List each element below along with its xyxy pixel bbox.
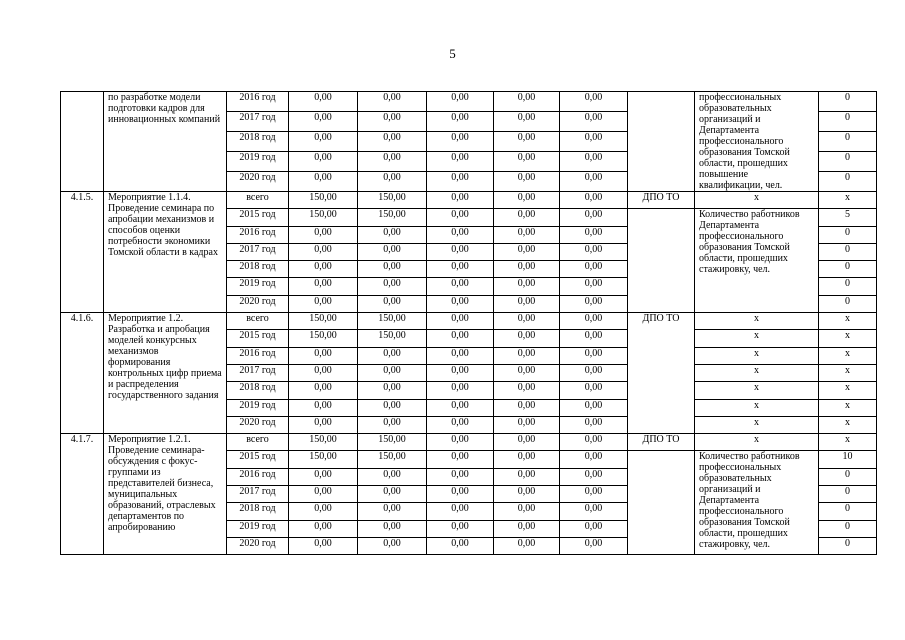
period-cell: всего (227, 313, 289, 330)
amount-cell: 0,00 (289, 261, 358, 278)
amount-cell: 0,00 (427, 434, 494, 451)
amount-cell: 0,00 (494, 226, 560, 243)
amount-cell: 0,00 (560, 330, 628, 347)
period-cell: 2018 год (227, 382, 289, 399)
indicator-value: 0 (819, 92, 877, 112)
amount-cell: 150,00 (289, 313, 358, 330)
activity-description: Мероприятие 1.2.1. Проведение семинара-обсуждения с фокус-группами из представителей бизнеса, муниципальных образований, отраслевых департаментов по апробированию (104, 434, 227, 555)
amount-cell: 0,00 (358, 261, 427, 278)
amount-cell: 0,00 (494, 451, 560, 468)
activity-number: 4.1.5. (61, 192, 104, 313)
amount-cell: 0,00 (494, 261, 560, 278)
executor-cell: ДПО ТО (628, 313, 695, 434)
amount-cell: 0,00 (289, 416, 358, 433)
indicator-value: 0 (819, 278, 877, 295)
indicator-value: x (819, 434, 877, 451)
amount-cell: 0,00 (560, 278, 628, 295)
amount-cell: 0,00 (427, 503, 494, 520)
amount-cell: 0,00 (289, 503, 358, 520)
amount-cell: 0,00 (560, 226, 628, 243)
amount-cell: 0,00 (427, 92, 494, 112)
amount-cell: 0,00 (494, 520, 560, 537)
indicator-cell: x (695, 399, 819, 416)
activity-number (61, 92, 104, 192)
amount-cell: 0,00 (358, 486, 427, 503)
amount-cell: 0,00 (289, 295, 358, 312)
amount-cell: 0,00 (358, 416, 427, 433)
amount-cell: 0,00 (494, 382, 560, 399)
amount-cell: 0,00 (427, 209, 494, 226)
amount-cell: 150,00 (358, 192, 427, 209)
indicator-value: 5 (819, 209, 877, 226)
amount-cell: 0,00 (560, 172, 628, 192)
indicator-value: 0 (819, 112, 877, 132)
amount-cell: 0,00 (289, 226, 358, 243)
amount-cell: 0,00 (289, 520, 358, 537)
amount-cell: 0,00 (427, 172, 494, 192)
amount-cell: 0,00 (560, 209, 628, 226)
program-activities-table (60, 91, 877, 555)
amount-cell: 0,00 (494, 132, 560, 152)
period-cell: 2016 год (227, 226, 289, 243)
indicator-value: 0 (819, 152, 877, 172)
amount-cell: 150,00 (358, 451, 427, 468)
amount-cell: 0,00 (560, 399, 628, 416)
amount-cell: 0,00 (358, 278, 427, 295)
amount-cell: 0,00 (494, 503, 560, 520)
amount-cell: 0,00 (427, 243, 494, 260)
amount-cell: 150,00 (289, 434, 358, 451)
indicator-value: x (819, 347, 877, 364)
indicator-value: x (819, 313, 877, 330)
amount-cell: 0,00 (494, 330, 560, 347)
amount-cell: 0,00 (560, 192, 628, 209)
indicator-cell: x (695, 434, 819, 451)
activity-description: Мероприятие 1.2. Разработка и апробация моделей конкурсных механизмов формирования контрольных цифр приема и распределения государственного задания (104, 313, 227, 434)
period-cell: 2018 год (227, 261, 289, 278)
amount-cell: 0,00 (560, 112, 628, 132)
amount-cell: 0,00 (494, 92, 560, 112)
indicator-cell: x (695, 313, 819, 330)
amount-cell: 0,00 (358, 172, 427, 192)
period-cell: 2016 год (227, 92, 289, 112)
amount-cell: 150,00 (358, 330, 427, 347)
amount-cell: 0,00 (358, 347, 427, 364)
amount-cell: 0,00 (560, 486, 628, 503)
activity-description: Мероприятие 1.1.4. Проведение семинара по апробации механизмов и способов оценки потребности экономики Томской области в кадрах (104, 192, 227, 313)
amount-cell: 0,00 (289, 243, 358, 260)
amount-cell: 0,00 (358, 152, 427, 172)
period-cell: 2019 год (227, 152, 289, 172)
indicator-value: 0 (819, 226, 877, 243)
indicator-value: x (819, 382, 877, 399)
amount-cell: 0,00 (358, 132, 427, 152)
activity-description: по разработке модели подготовки кадров для инновационных компаний (104, 92, 227, 192)
amount-cell: 0,00 (427, 486, 494, 503)
amount-cell: 0,00 (494, 152, 560, 172)
amount-cell: 0,00 (358, 92, 427, 112)
indicator-cell: x (695, 192, 819, 209)
executor-cell: ДПО ТО (628, 434, 695, 451)
amount-cell: 0,00 (427, 451, 494, 468)
amount-cell: 0,00 (289, 92, 358, 112)
indicator-value: 0 (819, 520, 877, 537)
amount-cell: 0,00 (494, 243, 560, 260)
amount-cell: 0,00 (560, 451, 628, 468)
period-cell: 2017 год (227, 486, 289, 503)
indicator-value: x (819, 416, 877, 433)
table-row (61, 192, 877, 209)
activity-number: 4.1.7. (61, 434, 104, 555)
indicator-name: Количество работников профессиональных образовательных организаций и Департамента профессионального образования Томской области, прошедших стажировку, чел. (695, 451, 819, 555)
amount-cell: 150,00 (289, 192, 358, 209)
period-cell: 2015 год (227, 451, 289, 468)
amount-cell: 0,00 (427, 226, 494, 243)
period-cell: 2018 год (227, 132, 289, 152)
amount-cell: 0,00 (494, 209, 560, 226)
table-row (61, 434, 877, 451)
amount-cell: 0,00 (427, 347, 494, 364)
amount-cell: 0,00 (427, 278, 494, 295)
indicator-value: 0 (819, 295, 877, 312)
amount-cell: 150,00 (289, 451, 358, 468)
period-cell: 2020 год (227, 416, 289, 433)
amount-cell: 0,00 (494, 313, 560, 330)
amount-cell: 0,00 (289, 537, 358, 554)
indicator-value: x (819, 192, 877, 209)
amount-cell: 0,00 (560, 92, 628, 112)
indicator-value: 0 (819, 132, 877, 152)
amount-cell: 0,00 (494, 468, 560, 485)
amount-cell: 0,00 (427, 132, 494, 152)
amount-cell: 0,00 (358, 503, 427, 520)
amount-cell: 0,00 (358, 382, 427, 399)
amount-cell: 0,00 (289, 364, 358, 381)
executor-cell: ДПО ТО (628, 192, 695, 209)
amount-cell: 0,00 (560, 132, 628, 152)
amount-cell: 0,00 (358, 537, 427, 554)
amount-cell: 0,00 (427, 399, 494, 416)
amount-cell: 0,00 (560, 295, 628, 312)
amount-cell: 0,00 (289, 347, 358, 364)
amount-cell: 0,00 (560, 537, 628, 554)
amount-cell: 0,00 (289, 468, 358, 485)
amount-cell: 0,00 (494, 399, 560, 416)
amount-cell: 0,00 (560, 468, 628, 485)
amount-cell: 0,00 (427, 295, 494, 312)
indicator-cell: x (695, 416, 819, 433)
amount-cell: 0,00 (427, 330, 494, 347)
amount-cell: 0,00 (358, 364, 427, 381)
indicator-value: 0 (819, 172, 877, 192)
amount-cell: 0,00 (427, 192, 494, 209)
indicator-cell: x (695, 330, 819, 347)
amount-cell: 0,00 (427, 313, 494, 330)
amount-cell: 0,00 (427, 537, 494, 554)
indicator-value: 10 (819, 451, 877, 468)
amount-cell: 0,00 (494, 416, 560, 433)
period-cell: 2017 год (227, 243, 289, 260)
indicator-cell: x (695, 382, 819, 399)
indicator-value: 0 (819, 261, 877, 278)
amount-cell: 0,00 (560, 382, 628, 399)
amount-cell: 0,00 (289, 132, 358, 152)
amount-cell: 0,00 (427, 112, 494, 132)
amount-cell: 0,00 (289, 486, 358, 503)
amount-cell: 150,00 (358, 313, 427, 330)
indicator-value: x (819, 364, 877, 381)
period-cell: 2016 год (227, 468, 289, 485)
indicator-name: профессиональных образовательных организаций и Департамента профессионального образования Томской области, прошедших повышение квалификации, чел. (695, 92, 819, 192)
indicator-value: 0 (819, 537, 877, 554)
executor-cell (628, 451, 695, 555)
table-row (61, 313, 877, 330)
period-cell: 2017 год (227, 112, 289, 132)
period-cell: 2017 год (227, 364, 289, 381)
amount-cell: 0,00 (494, 347, 560, 364)
period-cell: 2016 год (227, 347, 289, 364)
indicator-value: 0 (819, 468, 877, 485)
amount-cell: 0,00 (358, 520, 427, 537)
amount-cell: 0,00 (289, 152, 358, 172)
indicator-cell: x (695, 364, 819, 381)
period-cell: всего (227, 434, 289, 451)
indicator-value: 0 (819, 243, 877, 260)
amount-cell: 150,00 (289, 209, 358, 226)
amount-cell: 0,00 (427, 416, 494, 433)
amount-cell: 0,00 (494, 537, 560, 554)
amount-cell: 0,00 (358, 243, 427, 260)
period-cell: 2019 год (227, 399, 289, 416)
amount-cell: 0,00 (494, 192, 560, 209)
amount-cell: 0,00 (289, 112, 358, 132)
amount-cell: 0,00 (560, 503, 628, 520)
amount-cell: 0,00 (358, 399, 427, 416)
amount-cell: 0,00 (560, 313, 628, 330)
amount-cell: 0,00 (560, 364, 628, 381)
activity-number: 4.1.6. (61, 313, 104, 434)
amount-cell: 150,00 (358, 434, 427, 451)
amount-cell: 0,00 (560, 243, 628, 260)
amount-cell: 0,00 (358, 226, 427, 243)
amount-cell: 0,00 (494, 434, 560, 451)
indicator-value: 0 (819, 503, 877, 520)
amount-cell: 0,00 (289, 399, 358, 416)
amount-cell: 0,00 (289, 172, 358, 192)
amount-cell: 0,00 (358, 112, 427, 132)
amount-cell: 0,00 (289, 278, 358, 295)
period-cell: 2020 год (227, 172, 289, 192)
amount-cell: 0,00 (560, 152, 628, 172)
amount-cell: 0,00 (358, 295, 427, 312)
amount-cell: 0,00 (560, 347, 628, 364)
amount-cell: 0,00 (494, 364, 560, 381)
amount-cell: 150,00 (289, 330, 358, 347)
indicator-value: x (819, 399, 877, 416)
amount-cell: 0,00 (494, 486, 560, 503)
amount-cell: 0,00 (427, 364, 494, 381)
period-cell: 2015 год (227, 330, 289, 347)
period-cell: 2018 год (227, 503, 289, 520)
indicator-value: 0 (819, 486, 877, 503)
period-cell: 2019 год (227, 278, 289, 295)
indicator-cell: x (695, 347, 819, 364)
executor-cell (628, 92, 695, 192)
period-cell: 2020 год (227, 295, 289, 312)
period-cell: 2020 год (227, 537, 289, 554)
amount-cell: 0,00 (427, 468, 494, 485)
indicator-value: x (819, 330, 877, 347)
amount-cell: 0,00 (427, 261, 494, 278)
page-number: 5 (449, 46, 456, 61)
amount-cell: 0,00 (427, 152, 494, 172)
period-cell: всего (227, 192, 289, 209)
amount-cell: 0,00 (494, 278, 560, 295)
amount-cell: 0,00 (494, 112, 560, 132)
amount-cell: 150,00 (358, 209, 427, 226)
table-row (61, 92, 877, 112)
amount-cell: 0,00 (560, 261, 628, 278)
amount-cell: 0,00 (427, 520, 494, 537)
amount-cell: 0,00 (494, 172, 560, 192)
amount-cell: 0,00 (358, 468, 427, 485)
period-cell: 2019 год (227, 520, 289, 537)
amount-cell: 0,00 (560, 520, 628, 537)
amount-cell: 0,00 (427, 382, 494, 399)
amount-cell: 0,00 (560, 434, 628, 451)
amount-cell: 0,00 (560, 416, 628, 433)
amount-cell: 0,00 (494, 295, 560, 312)
amount-cell: 0,00 (289, 382, 358, 399)
period-cell: 2015 год (227, 209, 289, 226)
indicator-name: Количество работников Департамента профессионального образования Томской области, прошедших стажировку, чел. (695, 209, 819, 313)
executor-cell (628, 209, 695, 313)
